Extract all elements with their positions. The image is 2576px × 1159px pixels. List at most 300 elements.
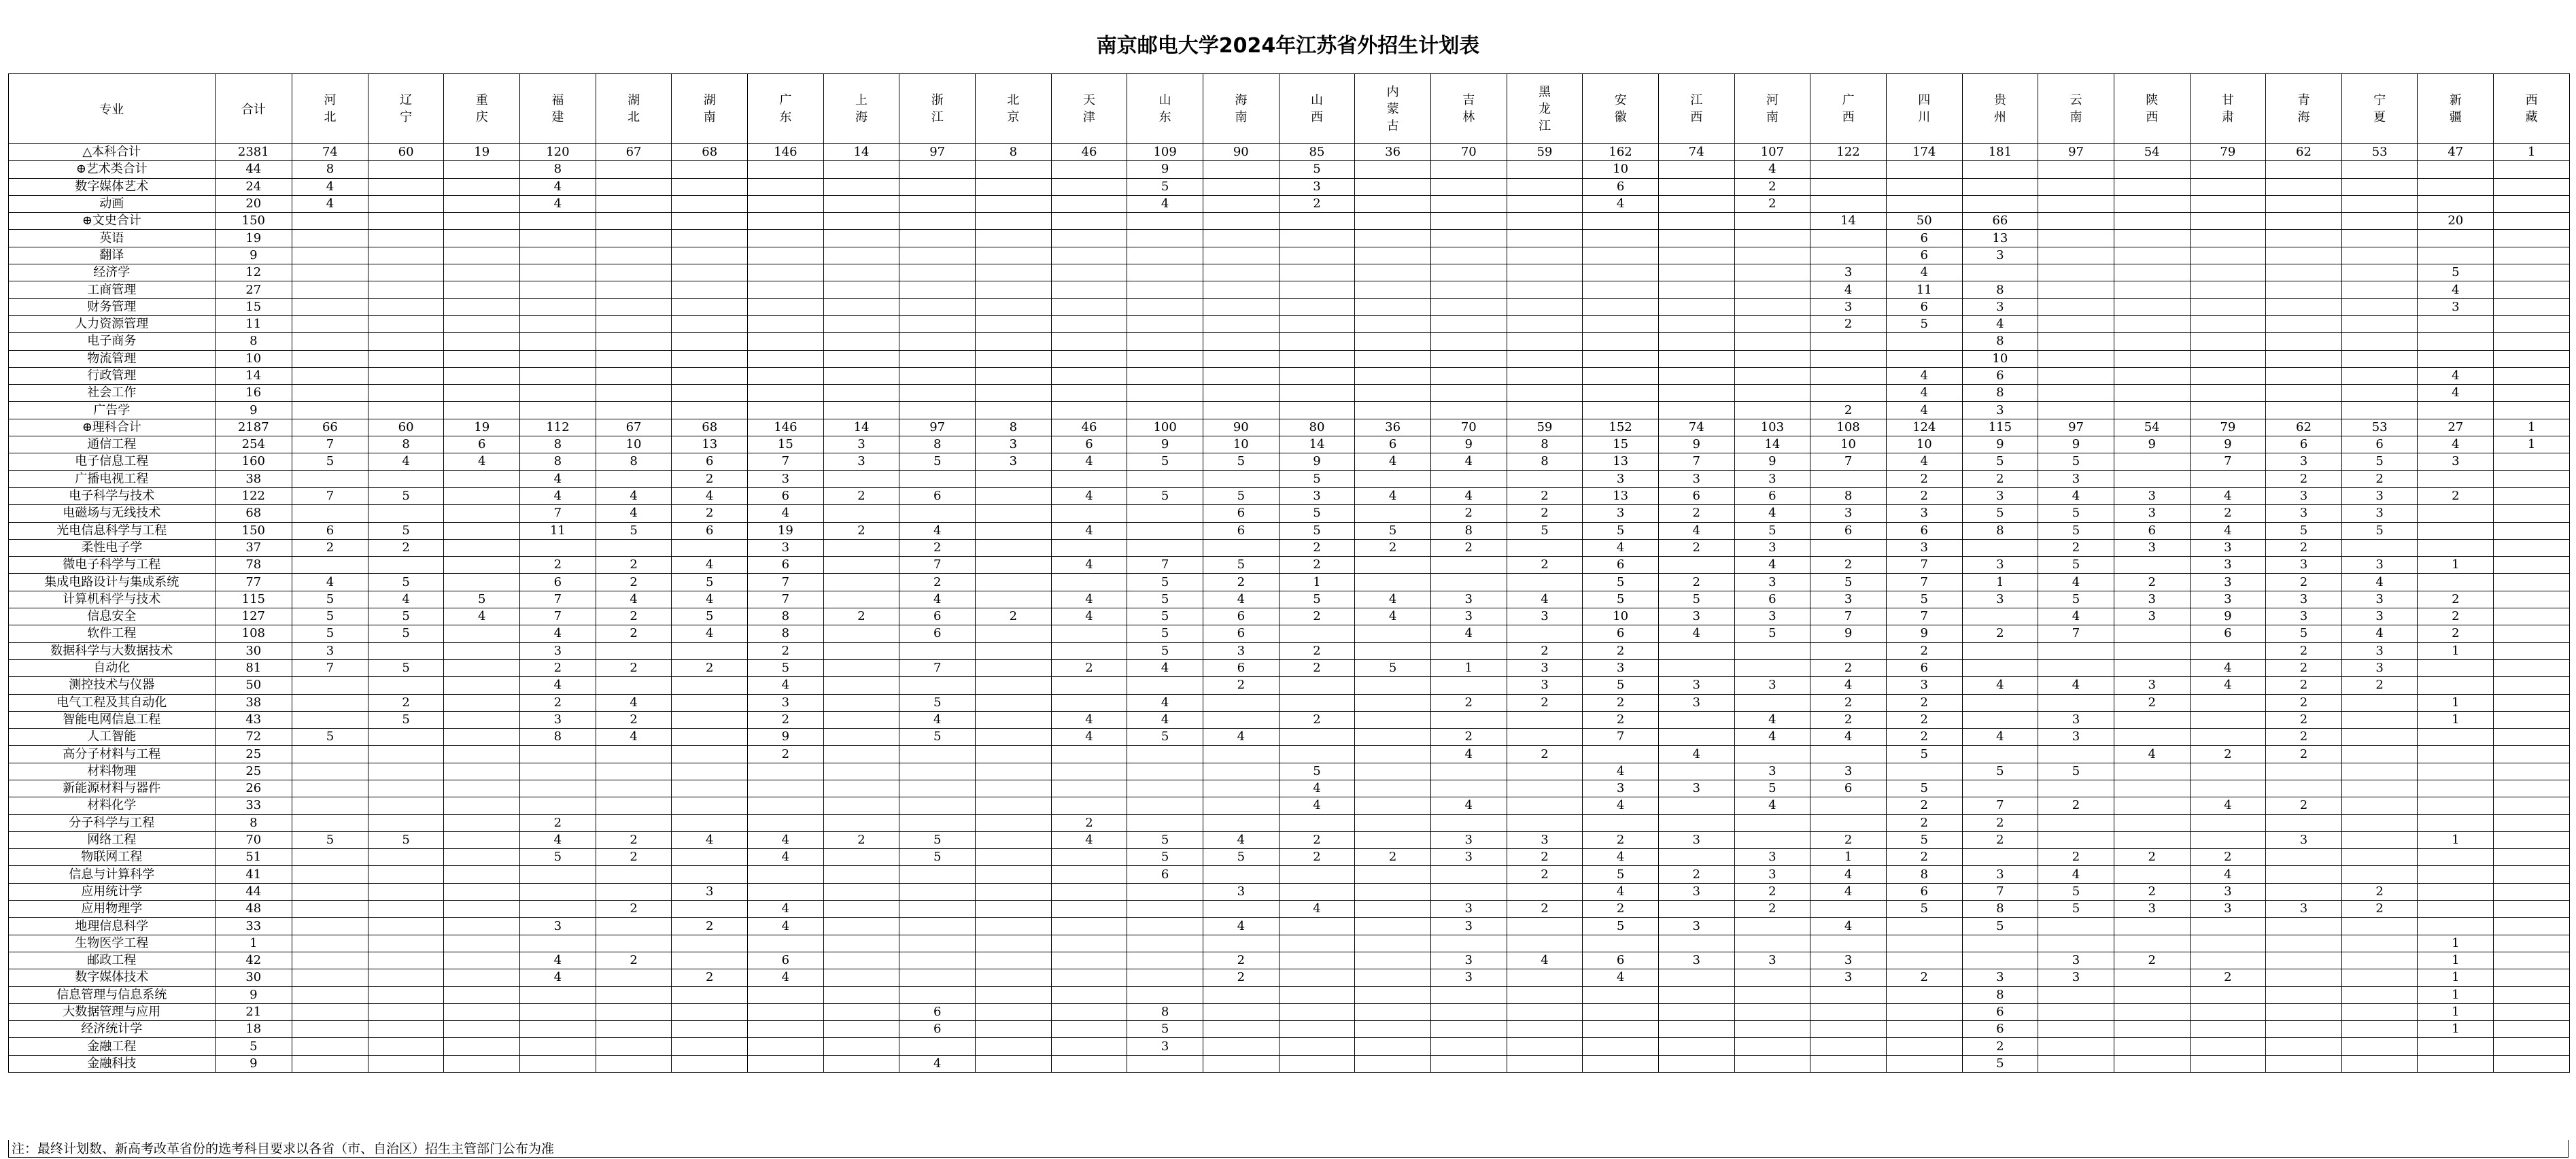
quota-cell [2494,264,2570,281]
quota-cell: 2 [1734,883,1810,900]
table-row [9,780,2570,797]
quota-cell: 4 [1886,264,1962,281]
quota-cell: 2 [520,557,596,574]
table-row [9,763,2570,780]
quota-cell [899,367,976,384]
quota-cell: 6 [1962,1003,2038,1020]
quota-cell [2038,298,2114,315]
quota-cell [2266,298,2342,315]
quota-cell [1507,539,1583,556]
quota-cell [1203,402,1279,419]
quota-cell: 107 [1734,144,1810,161]
quota-cell: 4 [1051,591,1127,608]
quota-cell [1507,470,1583,487]
quota-cell [444,385,520,402]
quota-cell: 9 [1810,625,1887,642]
quota-cell: 90 [1203,144,1279,161]
quota-cell [2038,1038,2114,1055]
quota-cell: 7 [1886,574,1962,591]
quota-cell [2341,729,2418,746]
quota-cell [520,385,596,402]
quota-cell [899,161,976,178]
quota-cell [1734,694,1810,711]
quota-cell [2418,729,2494,746]
header-province: 甘 肃 [2190,74,2266,144]
quota-cell: 1 [2418,642,2494,659]
quota-cell [823,557,899,574]
row-total: 2381 [215,144,292,161]
quota-cell [2418,333,2494,350]
quota-cell [2418,763,2494,780]
quota-cell [1279,230,1355,247]
major-name: 应用统计学 [9,883,216,900]
quota-cell: 112 [520,419,596,436]
quota-cell [444,539,520,556]
quota-cell [1583,264,1659,281]
quota-cell [1430,333,1507,350]
row-total: 127 [215,608,292,625]
quota-cell: 7 [1886,608,1962,625]
quota-cell [292,1055,368,1072]
quota-cell: 3 [1962,866,2038,883]
quota-cell [1203,247,1279,264]
quota-cell [1886,986,1962,1003]
quota-cell [672,797,748,814]
quota-cell: 2 [1507,694,1583,711]
quota-cell [1355,1038,1431,1055]
quota-cell [1507,315,1583,332]
quota-cell: 4 [2190,522,2266,539]
quota-cell: 8 [899,436,976,453]
table-body [9,144,2570,1073]
quota-cell: 6 [672,522,748,539]
quota-cell [1127,385,1203,402]
quota-cell [444,866,520,883]
quota-cell: 19 [748,522,824,539]
table-row [9,505,2570,522]
quota-cell [1355,505,1431,522]
quota-cell [2494,315,2570,332]
quota-cell: 53 [2341,144,2418,161]
quota-cell: 7 [748,591,824,608]
quota-cell [2266,849,2342,866]
quota-cell [2418,574,2494,591]
quota-cell: 2 [520,814,596,831]
quota-cell: 3 [1962,487,2038,504]
quota-cell [2418,315,2494,332]
quota-cell [2190,1038,2266,1055]
quota-cell [520,264,596,281]
quota-cell: 2 [1430,694,1507,711]
quota-cell: 2 [2418,487,2494,504]
quota-cell: 2 [672,969,748,986]
quota-cell: 3 [2341,487,2418,504]
quota-cell [1430,866,1507,883]
quota-cell [444,557,520,574]
quota-cell [823,470,899,487]
quota-cell [1355,1003,1431,1020]
quota-cell: 4 [1430,487,1507,504]
quota-cell [2418,814,2494,831]
quota-cell [1658,264,1734,281]
quota-cell [2494,557,2570,574]
quota-cell [1279,350,1355,367]
quota-cell: 4 [1127,694,1203,711]
quota-cell: 4 [292,574,368,591]
quota-cell [1279,367,1355,384]
quota-cell: 10 [1810,436,1887,453]
quota-cell [2114,642,2190,659]
quota-cell [292,247,368,264]
quota-cell [976,470,1052,487]
quota-cell: 5 [1203,557,1279,574]
quota-cell [899,642,976,659]
quota-cell [2190,642,2266,659]
quota-cell [672,178,748,195]
quota-cell: 3 [2190,901,2266,918]
quota-cell: 7 [1810,453,1887,470]
row-total: 38 [215,694,292,711]
quota-cell [1886,763,1962,780]
quota-cell [899,814,976,831]
table-row [9,436,2570,453]
quota-cell [2038,814,2114,831]
quota-cell [1430,402,1507,419]
quota-cell: 14 [1734,436,1810,453]
quota-cell [1279,952,1355,969]
quota-cell: 3 [2190,591,2266,608]
quota-cell [899,333,976,350]
quota-cell [292,230,368,247]
quota-cell [444,333,520,350]
quota-cell [292,797,368,814]
table-row [9,694,2570,711]
quota-cell: 2 [1886,797,1962,814]
quota-cell [1430,1021,1507,1038]
quota-cell: 5 [292,591,368,608]
quota-cell: 4 [1430,746,1507,763]
row-total: 115 [215,591,292,608]
quota-cell: 2 [1203,952,1279,969]
quota-cell: 2 [1279,711,1355,728]
table-row [9,918,2570,935]
quota-cell: 62 [2266,419,2342,436]
quota-cell: 7 [520,505,596,522]
quota-cell [1734,1038,1810,1055]
quota-cell [1886,1038,1962,1055]
quota-cell: 3 [520,642,596,659]
quota-cell [1658,986,1734,1003]
header-total: 合计 [215,74,292,144]
quota-cell: 2 [1810,831,1887,848]
table-row [9,281,2570,298]
quota-cell: 4 [1583,969,1659,986]
quota-cell [520,539,596,556]
quota-cell [899,883,976,900]
quota-cell: 2 [368,539,444,556]
quota-cell [672,763,748,780]
quota-cell [1051,178,1127,195]
quota-cell [1658,711,1734,728]
quota-cell [1658,901,1734,918]
quota-cell: 9 [1430,436,1507,453]
quota-cell: 7 [1962,797,2038,814]
quota-cell [672,1055,748,1072]
quota-cell [899,677,976,694]
row-total: 78 [215,557,292,574]
quota-cell: 6 [1583,557,1659,574]
quota-cell [2418,780,2494,797]
quota-cell: 70 [1430,144,1507,161]
quota-cell: 8 [1886,866,1962,883]
quota-cell [1583,247,1659,264]
major-name: 新能源材料与器件 [9,780,216,797]
quota-cell [2341,969,2418,986]
quota-cell [1051,952,1127,969]
quota-cell [2038,780,2114,797]
major-name: 柔性电子学 [9,539,216,556]
quota-cell [1810,901,1887,918]
quota-cell [1279,333,1355,350]
quota-cell [596,195,672,212]
quota-cell: 3 [1962,298,2038,315]
quota-cell [368,780,444,797]
quota-cell [520,746,596,763]
quota-cell [596,1003,672,1020]
quota-cell: 4 [1051,831,1127,848]
quota-cell [823,659,899,676]
quota-cell: 3 [2038,470,2114,487]
quota-cell [1658,557,1734,574]
quota-cell [2114,385,2190,402]
quota-cell [2190,264,2266,281]
quota-cell [2190,1003,2266,1020]
quota-cell: 6 [520,574,596,591]
quota-cell [1051,539,1127,556]
quota-cell: 5 [1583,918,1659,935]
table-row [9,625,2570,642]
table-row [9,1055,2570,1072]
quota-cell [2038,986,2114,1003]
quota-cell [1810,350,1887,367]
quota-cell [2114,814,2190,831]
quota-cell [2341,333,2418,350]
quota-cell [1507,230,1583,247]
quota-cell: 5 [1127,1021,1203,1038]
quota-cell: 9 [1127,436,1203,453]
quota-cell [1355,677,1431,694]
quota-cell: 3 [2190,883,2266,900]
quota-cell [1962,694,2038,711]
quota-cell [823,918,899,935]
quota-cell [1355,161,1431,178]
quota-cell [2418,539,2494,556]
quota-cell [1734,230,1810,247]
quota-cell [1355,986,1431,1003]
quota-cell [1355,470,1431,487]
quota-cell: 2 [2266,659,2342,676]
quota-cell [748,264,824,281]
quota-cell [292,470,368,487]
quota-cell [2114,230,2190,247]
quota-cell [2341,385,2418,402]
quota-cell [1507,281,1583,298]
quota-cell: 174 [1886,144,1962,161]
quota-cell [1810,642,1887,659]
quota-cell: 7 [2190,453,2266,470]
quota-cell: 6 [899,625,976,642]
quota-cell [748,350,824,367]
quota-cell [1430,470,1507,487]
quota-cell [748,1038,824,1055]
quota-cell: 5 [368,831,444,848]
quota-cell: 8 [976,419,1052,436]
quota-cell: 4 [748,831,824,848]
quota-cell: 6 [444,436,520,453]
quota-cell [1583,814,1659,831]
row-total: 150 [215,213,292,230]
quota-cell [2190,195,2266,212]
quota-cell [1962,195,2038,212]
quota-cell [1279,1055,1355,1072]
quota-cell: 67 [596,144,672,161]
quota-cell [976,831,1052,848]
major-name: 人工智能 [9,729,216,746]
quota-cell [444,849,520,866]
quota-cell [976,315,1052,332]
quota-cell: 5 [1734,625,1810,642]
quota-cell [2266,1021,2342,1038]
quota-cell: 6 [1886,230,1962,247]
quota-cell [1734,831,1810,848]
quota-cell [672,213,748,230]
quota-cell [2494,711,2570,728]
quota-cell [1203,385,1279,402]
quota-cell: 4 [1810,918,1887,935]
table-row [9,608,2570,625]
quota-cell [444,883,520,900]
quota-cell: 36 [1355,419,1431,436]
quota-cell [1810,1003,1887,1020]
quota-cell: 6 [2266,436,2342,453]
quota-cell: 4 [1355,453,1431,470]
quota-cell [2114,315,2190,332]
quota-cell [1355,230,1431,247]
quota-cell [1507,350,1583,367]
quota-cell [2190,281,2266,298]
quota-cell [1430,178,1507,195]
quota-cell: 8 [596,453,672,470]
quota-cell [444,298,520,315]
quota-cell [444,315,520,332]
quota-cell: 79 [2190,419,2266,436]
major-name: 材料物理 [9,763,216,780]
quota-cell [748,315,824,332]
table-row [9,470,2570,487]
table-row [9,935,2570,952]
quota-cell: 4 [1430,797,1507,814]
quota-cell [1279,729,1355,746]
quota-cell [2190,247,2266,264]
quota-cell [2494,591,2570,608]
quota-cell [2341,230,2418,247]
header-province: 北 京 [976,74,1052,144]
quota-cell [520,901,596,918]
quota-cell [2266,315,2342,332]
quota-cell [1734,247,1810,264]
quota-cell [1355,574,1431,591]
quota-cell: 2 [1279,539,1355,556]
quota-cell [1810,195,1887,212]
row-total: 12 [215,264,292,281]
quota-cell [1962,161,2038,178]
quota-cell [1583,367,1659,384]
quota-cell: 7 [292,659,368,676]
quota-cell [1127,522,1203,539]
quota-cell [672,694,748,711]
quota-cell [1127,986,1203,1003]
quota-cell [1430,935,1507,952]
quota-cell: 6 [1810,522,1887,539]
quota-cell: 5 [1203,849,1279,866]
row-total: 44 [215,883,292,900]
quota-cell [368,367,444,384]
quota-cell [2494,487,2570,504]
quota-cell [1051,849,1127,866]
quota-cell [1279,814,1355,831]
quota-cell: 8 [520,161,596,178]
quota-cell: 9 [1279,453,1355,470]
quota-cell [899,505,976,522]
quota-cell [2341,952,2418,969]
table-row [9,814,2570,831]
quota-cell [2190,831,2266,848]
quota-cell: 3 [1430,849,1507,866]
quota-cell: 6 [1203,522,1279,539]
quota-cell [1051,677,1127,694]
major-name: 软件工程 [9,625,216,642]
quota-cell: 2 [1507,557,1583,574]
quota-cell: 1 [2418,952,2494,969]
quota-cell [976,1021,1052,1038]
quota-cell [444,625,520,642]
quota-cell [1507,1003,1583,1020]
quota-cell: 4 [1886,385,1962,402]
quota-cell [823,986,899,1003]
quota-cell: 3 [1658,883,1734,900]
quota-cell [672,711,748,728]
quota-cell [2494,178,2570,195]
quota-cell [2494,763,2570,780]
quota-cell: 4 [2038,574,2114,591]
quota-cell [2418,522,2494,539]
quota-cell: 3 [1430,591,1507,608]
quota-cell: 3 [1810,763,1887,780]
quota-cell: 5 [2341,453,2418,470]
row-total: 18 [215,1021,292,1038]
quota-cell: 2 [2266,746,2342,763]
quota-cell [1583,298,1659,315]
quota-cell: 100 [1127,419,1203,436]
quota-cell [2418,230,2494,247]
row-total: 72 [215,729,292,746]
quota-cell: 4 [1127,711,1203,728]
quota-cell: 2 [748,746,824,763]
quota-cell: 3 [1203,883,1279,900]
quota-cell: 90 [1203,419,1279,436]
quota-cell [520,797,596,814]
quota-cell: 6 [1734,487,1810,504]
